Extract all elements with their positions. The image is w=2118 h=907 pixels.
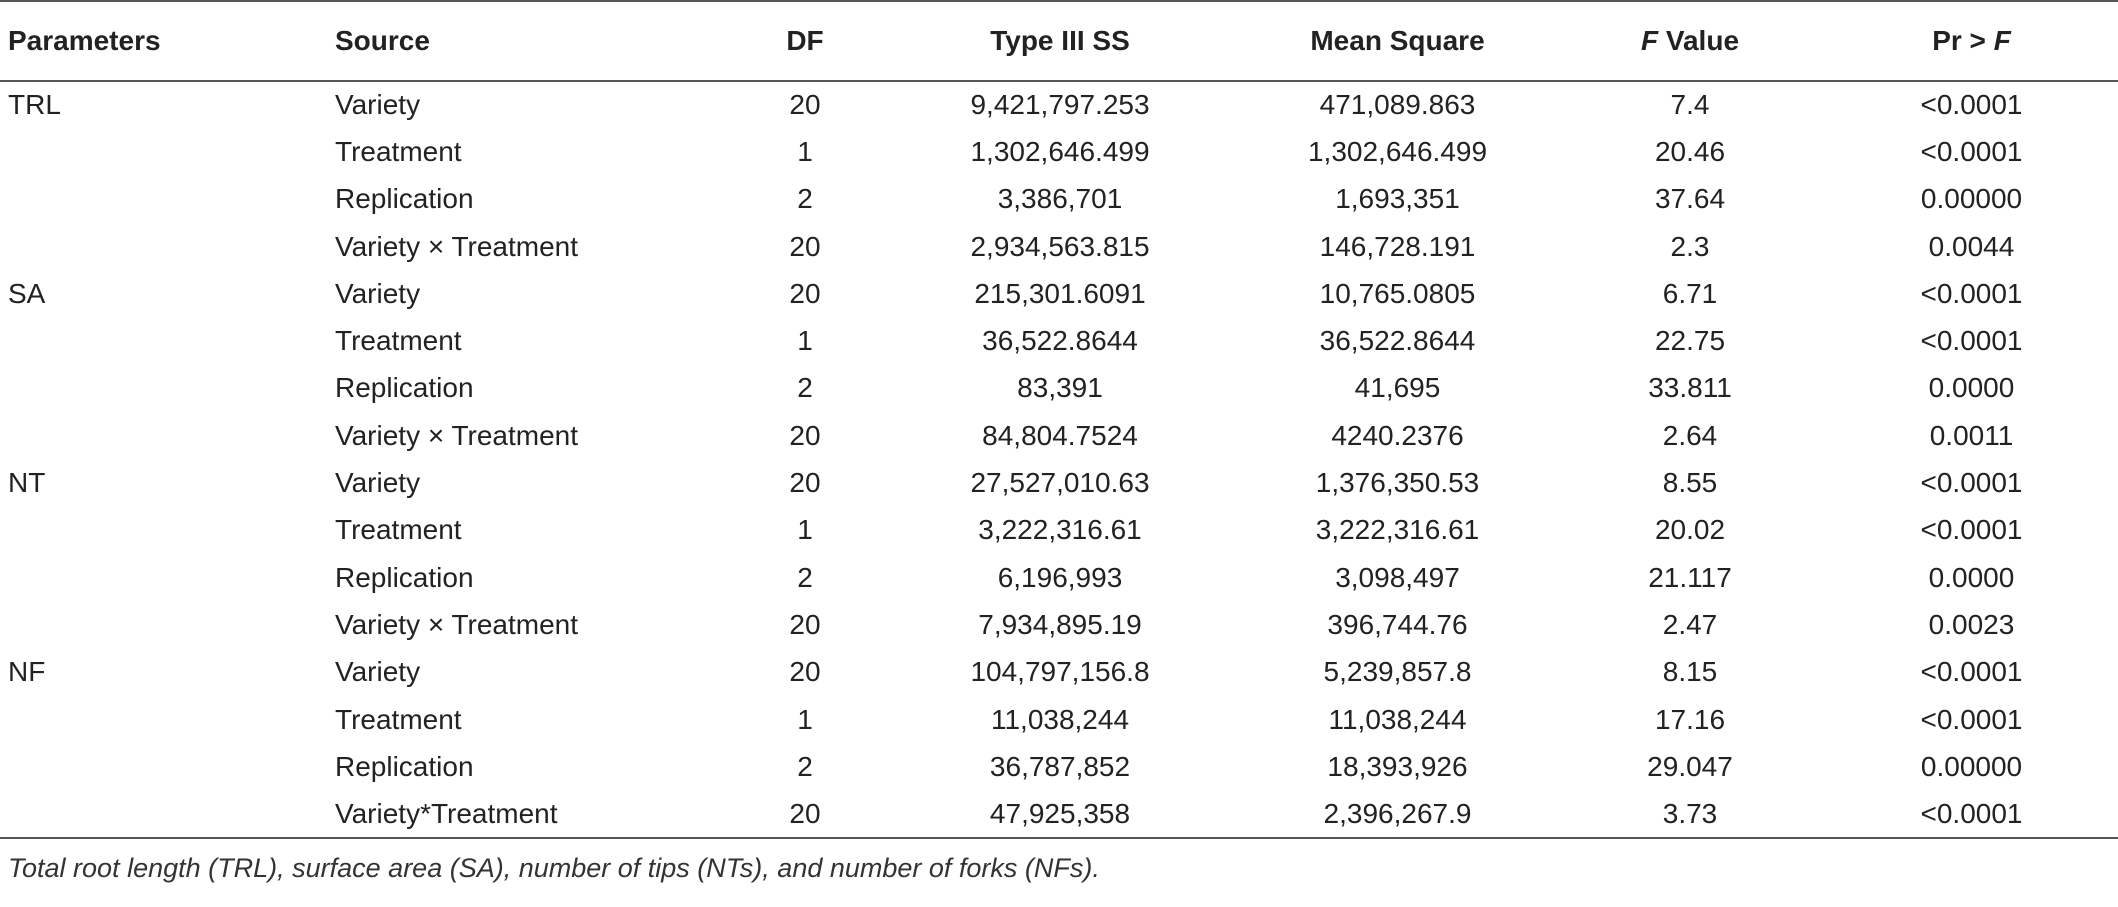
cell-parameter xyxy=(0,696,335,743)
table-header-row xyxy=(0,1,2118,81)
header-parameters: Parameters xyxy=(0,1,335,81)
cell-parameter xyxy=(0,128,335,175)
cell-parameter: TRL xyxy=(8,89,61,121)
cell-pr-f: <0.0001 xyxy=(1920,277,2023,309)
cell-source: Treatment xyxy=(335,135,462,167)
cell-f-value: 8.55 xyxy=(1662,467,1718,499)
cell-source: Treatment xyxy=(335,703,462,735)
cell-f-value: 7.4 xyxy=(1670,89,1710,121)
cell-mean-square: 41,695 xyxy=(1354,372,1441,404)
cell-type-iii-ss: 9,421,797.253 xyxy=(970,89,1150,121)
cell-mean-square: 396,744.76 xyxy=(1327,608,1468,640)
table-row xyxy=(0,649,2118,696)
cell-mean-square: 5,239,857.8 xyxy=(1323,656,1472,688)
cell-type-iii-ss: 36,522.8644 xyxy=(982,325,1138,357)
cell-pr-f: <0.0001 xyxy=(1825,790,2118,837)
table-row xyxy=(0,507,2118,554)
cell-df: 20 xyxy=(789,230,821,262)
cell-type-iii-ss: 27,527,010.63 xyxy=(970,467,1150,499)
cell-f-value: 6.71 xyxy=(1662,277,1718,309)
cell-pr-f: 0.0011 xyxy=(1929,419,2014,451)
cell-type-iii-ss: 3,386,701 xyxy=(997,183,1123,215)
header-f-symbol: F xyxy=(1640,25,1659,56)
cell-df: 1 xyxy=(797,514,813,546)
table-row xyxy=(0,601,2118,648)
cell-type-iii-ss: 47,925,358 xyxy=(880,790,1240,837)
header-pr-f-symbol: F xyxy=(1993,25,2011,56)
cell-df: 20 xyxy=(789,277,821,309)
cell-parameter xyxy=(0,507,335,554)
cell-type-iii-ss: 36,787,852 xyxy=(989,750,1131,782)
cell-df: 20 xyxy=(789,656,821,688)
cell-type-iii-ss: 84,804.7524 xyxy=(982,419,1138,451)
cell-source: Replication xyxy=(335,561,474,593)
cell-type-iii-ss: 1,302,646.499 xyxy=(970,135,1150,167)
cell-mean-square: 4240.2376 xyxy=(1331,419,1464,451)
cell-df: 1 xyxy=(797,135,813,167)
cell-parameter: SA xyxy=(8,277,46,309)
header-mean-square: Mean Square xyxy=(1240,1,1555,81)
cell-pr-f: <0.0001 xyxy=(1920,656,2023,688)
table-row xyxy=(0,554,2118,601)
cell-pr-f: 0.0023 xyxy=(1928,608,2015,640)
cell-pr-f: <0.0001 xyxy=(1920,703,2023,735)
header-type-iii-ss: Type III SS xyxy=(880,1,1240,81)
cell-mean-square: 10,765.0805 xyxy=(1319,277,1476,309)
cell-type-iii-ss: 83,391 xyxy=(1017,372,1103,404)
cell-type-iii-ss: 3,222,316.61 xyxy=(978,514,1142,546)
table-row xyxy=(0,176,2118,223)
cell-df: 2 xyxy=(797,750,813,782)
cell-f-value: 33.811 xyxy=(1648,372,1732,404)
header-pr-label: Pr > xyxy=(1932,25,1994,56)
cell-mean-square: 2,396,267.9 xyxy=(1240,790,1555,837)
header-f-value xyxy=(1555,1,1825,81)
cell-parameter: NT xyxy=(8,467,46,499)
cell-mean-square: 11,038,244 xyxy=(1328,703,1467,735)
cell-parameter xyxy=(0,365,335,412)
cell-pr-f: <0.0001 xyxy=(1920,135,2023,167)
cell-f-value: 20.02 xyxy=(1654,514,1726,546)
cell-f-value: 2.64 xyxy=(1662,419,1718,451)
cell-mean-square: 1,376,350.53 xyxy=(1315,467,1480,499)
header-f-value-label: Value xyxy=(1658,25,1740,56)
cell-df: 1 xyxy=(797,325,813,357)
cell-parameter: NF xyxy=(8,656,46,688)
header-pr-f xyxy=(1825,1,2118,81)
cell-pr-f: 0.0000 xyxy=(1928,372,2015,404)
header-df: DF xyxy=(730,1,880,81)
table-row xyxy=(0,223,2118,270)
cell-df: 1 xyxy=(797,703,813,735)
table-footnote: Total root length (TRL), surface area (SA), number of tips (NTs), and number of forks (NFs). xyxy=(8,852,1100,883)
cell-f-value: 29.047 xyxy=(1647,750,1733,782)
cell-source: Replication xyxy=(335,372,474,404)
cell-parameter xyxy=(0,790,335,837)
table-row xyxy=(0,270,2118,317)
cell-source: Replication xyxy=(335,750,474,782)
table-row xyxy=(0,743,2118,790)
cell-parameter xyxy=(0,412,335,459)
cell-df: 20 xyxy=(730,790,880,837)
cell-mean-square: 3,222,316.61 xyxy=(1315,514,1480,546)
cell-source: Treatment xyxy=(335,325,462,357)
cell-source: Variety*Treatment xyxy=(335,790,730,837)
cell-f-value: 37.64 xyxy=(1654,183,1726,215)
table-row xyxy=(0,128,2118,175)
cell-pr-f: <0.0001 xyxy=(1920,89,2023,121)
cell-type-iii-ss: 6,196,993 xyxy=(997,561,1123,593)
cell-df: 20 xyxy=(789,419,821,451)
cell-source: Variety xyxy=(335,89,421,121)
cell-df: 20 xyxy=(789,467,821,499)
cell-pr-f: 0.00000 xyxy=(1920,750,2023,782)
cell-pr-f: 0.00000 xyxy=(1920,183,2023,215)
cell-pr-f: 0.0044 xyxy=(1928,230,2015,262)
cell-type-iii-ss: 104,797,156.8 xyxy=(970,656,1150,688)
cell-type-iii-ss: 11,038,244 xyxy=(990,703,1130,735)
table-row xyxy=(0,696,2118,743)
cell-pr-f: 0.0000 xyxy=(1928,561,2015,593)
cell-pr-f: <0.0001 xyxy=(1920,514,2023,546)
table-row xyxy=(0,459,2118,506)
cell-df: 2 xyxy=(797,183,813,215)
cell-type-iii-ss: 2,934,563.815 xyxy=(970,230,1150,262)
cell-pr-f: <0.0001 xyxy=(1920,467,2023,499)
cell-mean-square: 18,393,926 xyxy=(1327,750,1468,782)
cell-parameter xyxy=(0,176,335,223)
cell-f-value: 2.47 xyxy=(1662,608,1718,640)
cell-mean-square: 1,693,351 xyxy=(1335,183,1460,215)
table-row xyxy=(0,317,2118,364)
cell-f-value: 8.15 xyxy=(1662,656,1718,688)
cell-parameter xyxy=(0,743,335,790)
cell-mean-square: 1,302,646.499 xyxy=(1307,135,1488,167)
cell-df: 20 xyxy=(789,89,821,121)
table-row xyxy=(0,81,2118,128)
cell-pr-f: <0.0001 xyxy=(1920,325,2023,357)
cell-parameter xyxy=(0,554,335,601)
cell-source: Variety × Treatment xyxy=(335,608,579,640)
cell-parameter xyxy=(0,317,335,364)
cell-source: Treatment xyxy=(335,514,462,546)
cell-df: 2 xyxy=(797,372,813,404)
cell-mean-square: 146,728.191 xyxy=(1319,230,1476,262)
cell-mean-square: 36,522.8644 xyxy=(1319,325,1476,357)
cell-source: Variety × Treatment xyxy=(335,230,579,262)
cell-source: Replication xyxy=(335,183,474,215)
cell-mean-square: 3,098,497 xyxy=(1335,561,1460,593)
cell-f-value: 20.46 xyxy=(1654,135,1726,167)
cell-df: 20 xyxy=(789,608,821,640)
cell-f-value: 21.117 xyxy=(1648,561,1732,593)
cell-type-iii-ss: 215,301.6091 xyxy=(974,277,1146,309)
cell-df: 2 xyxy=(797,561,813,593)
cell-f-value: 22.75 xyxy=(1654,325,1726,357)
cell-source: Variety xyxy=(335,656,421,688)
cell-f-value: 17.16 xyxy=(1654,703,1726,735)
header-source: Source xyxy=(335,1,730,81)
cell-parameter xyxy=(0,601,335,648)
table-row xyxy=(0,790,2118,837)
cell-parameter xyxy=(0,223,335,270)
cell-source: Variety xyxy=(335,277,421,309)
table-row xyxy=(0,365,2118,412)
cell-source: Variety xyxy=(335,467,421,499)
cell-f-value: 3.73 xyxy=(1555,790,1825,837)
cell-type-iii-ss: 7,934,895.19 xyxy=(978,608,1142,640)
table-row xyxy=(0,412,2118,459)
cell-mean-square: 471,089.863 xyxy=(1319,89,1476,121)
cell-f-value: 2.3 xyxy=(1670,230,1710,262)
cell-source: Variety × Treatment xyxy=(335,419,579,451)
table-body xyxy=(0,81,2118,838)
